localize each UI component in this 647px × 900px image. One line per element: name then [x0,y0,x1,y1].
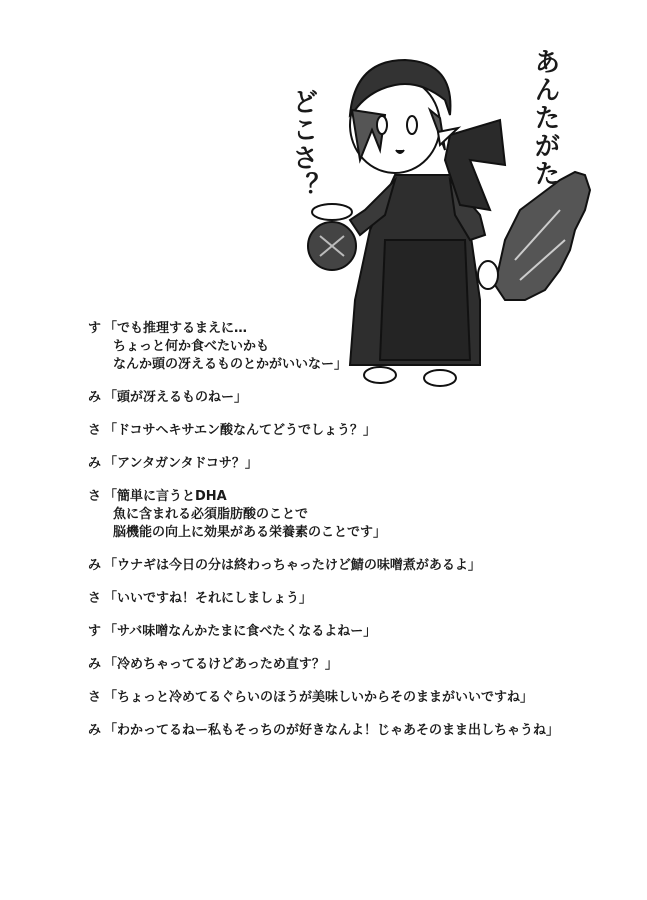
speaker: み [88,558,102,573]
speaker: さ [88,690,102,705]
dialogue-line [88,557,628,575]
line-text: 「サバ味噌なんかたまに食べたくなるよねー」 [104,624,377,639]
line-text: 「ちょっと冷めてるぐらいのほうが美味しいからそのままがいいですね」 [104,690,534,705]
dialogue-line [88,422,628,440]
dialogue-line [88,488,628,542]
speaker: み [88,657,102,672]
shout-right: あんたがた [530,48,560,188]
dialogue-line [88,722,628,740]
dialogue-line [88,689,628,707]
line-text: 「冷めちゃってるけどあっため直す？」 [104,657,338,672]
dialogue-line [88,590,628,608]
line-text: 「簡単に言うとDHA 魚に含まれる必須脂肪酸のことで 脳機能の向上に効果がある栄養素のことです」 [104,489,387,540]
speaker: す [88,624,102,639]
dialogue-line [88,320,628,374]
speaker: さ [88,423,102,438]
line-text: 「ドコサヘキサエン酸なんてどうでしょう？」 [104,423,376,438]
line-text: 「アンタガンタドコサ？」 [104,456,258,471]
wing [495,172,590,300]
dialogue-list [88,320,628,755]
line-text: 「わかってるねー私もそっちのが好きなんよ！じゃあそのまま出しちゃうね」 [104,723,560,738]
line-text: 「いいですね！それにしましょう」 [104,591,313,606]
line-text: 「ウナギは今日の分は終わっちゃったけど鯖の味噌煮があるよ」 [104,558,481,573]
shout-left: どこさ？ [288,88,318,200]
speaker: さ [88,591,102,606]
dialogue-line [88,656,628,674]
dialogue-line [88,623,628,641]
dialogue-line [88,455,628,473]
speaker: み [88,723,102,738]
speaker: す [88,321,102,336]
speaker: み [88,456,102,471]
speaker: み [88,390,102,405]
line-text: 「でも推理するまえに… ちょっと何か食べたいかも なんか頭の冴えるものとかがいいなー」 [104,321,348,372]
line-text: 「頭が冴えるものねー」 [104,390,248,405]
speaker: さ [88,489,102,504]
dialogue-line [88,389,628,407]
